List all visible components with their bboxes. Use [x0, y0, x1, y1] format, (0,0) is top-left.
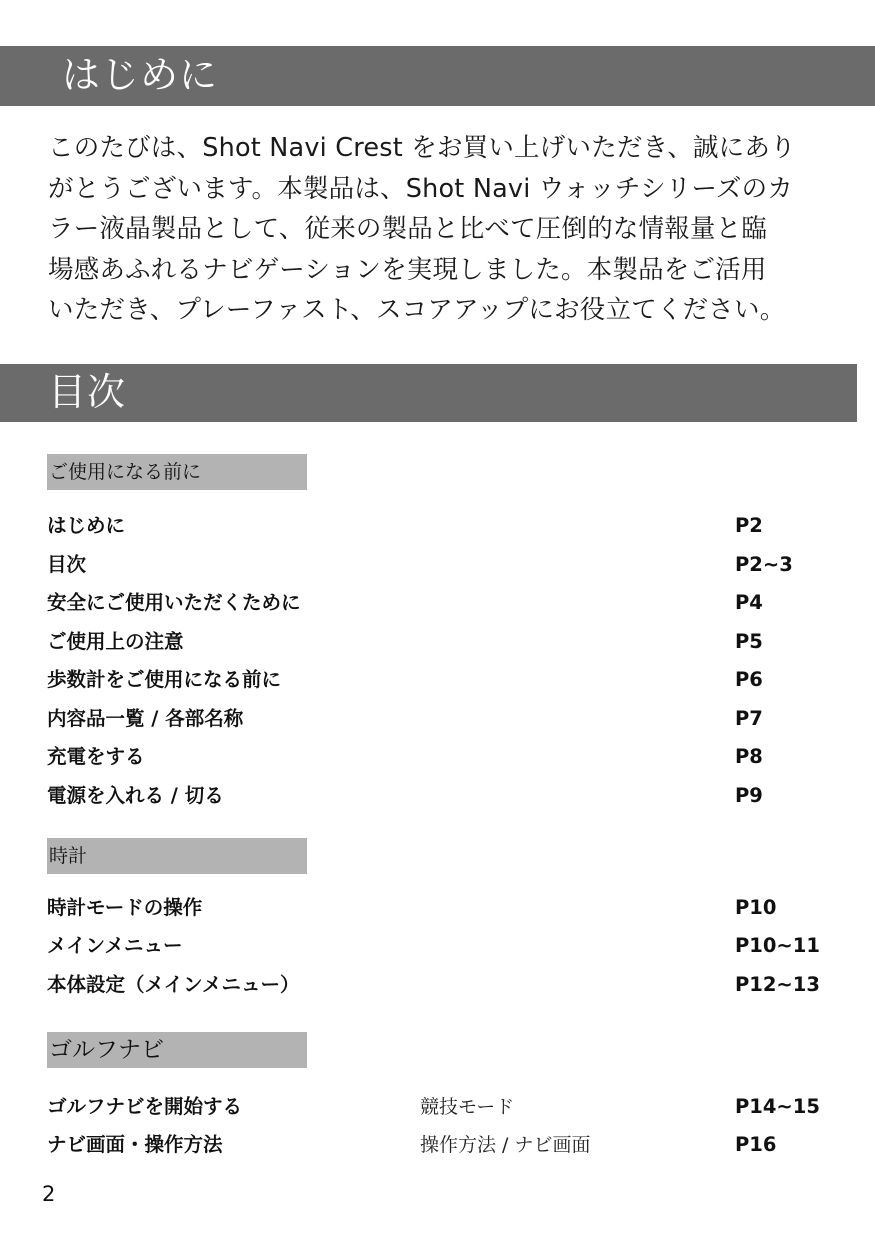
toc-entry-title: 歩数計をご使用になる前に — [47, 668, 282, 691]
toc-entry-title: メインメニュー — [47, 934, 183, 957]
toc-group-label-golf-navi — [47, 1032, 307, 1068]
toc-entry-title: 内容品一覧 / 各部名称 — [47, 707, 244, 730]
toc-entry[interactable] — [47, 781, 827, 811]
toc-entry[interactable] — [47, 742, 827, 772]
toc-entry[interactable] — [47, 704, 827, 734]
intro-line: ラー液晶製品として、従来の製品と比べて圧倒的な情報量と臨 — [48, 214, 768, 244]
toc-entry-title: ご使用上の注意 — [47, 630, 184, 653]
section-header-intro — [0, 46, 875, 106]
toc-entry-title: 目次 — [47, 553, 87, 576]
toc-group-label-before-use — [47, 454, 307, 490]
toc-entry-page: P10~11 — [735, 934, 820, 957]
toc-entry-page: P8 — [735, 745, 763, 768]
toc-entry-title: 時計モードの操作 — [47, 896, 203, 919]
toc-entry-page: P7 — [735, 707, 763, 730]
toc-entry-page: P2 — [735, 514, 763, 537]
page-number: 2 — [42, 1182, 56, 1206]
toc-entry[interactable] — [47, 627, 827, 657]
toc-group-label-text: ゴルフナビ — [49, 1037, 164, 1063]
toc-entry-title: はじめに — [47, 514, 126, 537]
toc-entry-page: P10 — [735, 896, 777, 919]
toc-group-label-text: 時計 — [49, 845, 88, 867]
toc-group-label-clock — [47, 838, 307, 874]
toc-entry[interactable] — [47, 588, 827, 618]
toc-entry-page: P2~3 — [735, 553, 793, 576]
toc-entry-page: P14~15 — [735, 1095, 820, 1118]
section-title-intro: はじめに — [62, 53, 219, 97]
section-header-toc — [0, 364, 857, 422]
toc-entry[interactable] — [47, 511, 827, 541]
toc-entry-page: P4 — [735, 591, 763, 614]
intro-line: がとうございます。本製品は、Shot Navi ウォッチシリーズのカ — [48, 173, 793, 204]
toc-entry[interactable] — [47, 931, 827, 961]
toc-entry[interactable] — [47, 893, 827, 923]
toc-entry-title: 充電をする — [47, 745, 145, 768]
intro-line: このたびは、Shot Navi Crest をお買い上げいただき、誠にあり — [48, 133, 796, 163]
toc-group-label-text: ご使用になる前に — [49, 461, 202, 483]
toc-entry[interactable] — [47, 550, 827, 580]
intro-line: いただき、プレーファスト、スコアアップにお役立てください。 — [48, 295, 786, 325]
toc-entry-page: P16 — [735, 1133, 777, 1156]
toc-entry-mode: 操作方法 / ナビ画面 — [420, 1134, 591, 1156]
toc-entry-title: ナビ画面・操作方法 — [47, 1133, 223, 1156]
toc-entry-mode: 競技モード — [420, 1096, 515, 1118]
toc-entry[interactable] — [47, 1092, 827, 1122]
toc-entry-page: P12~13 — [735, 973, 820, 996]
toc-entry-page: P9 — [735, 784, 763, 807]
toc-entry-title: 電源を入れる / 切る — [47, 784, 224, 807]
toc-entry[interactable] — [47, 1130, 827, 1160]
toc-entry-title: ゴルフナビを開始する — [47, 1095, 243, 1118]
section-title-toc: 目次 — [48, 370, 127, 414]
intro-line: 場感あふれるナビゲーションを実現しました。本製品をご活用 — [48, 254, 767, 285]
toc-entry-page: P6 — [735, 668, 763, 691]
toc-entry[interactable] — [47, 970, 827, 1000]
toc-entry-page: P5 — [735, 630, 763, 653]
intro-paragraph — [48, 128, 848, 331]
toc-entry-title: 本体設定（メインメニュー） — [47, 973, 300, 996]
toc-entry-title: 安全にご使用いただくために — [47, 591, 301, 614]
toc-entry[interactable] — [47, 665, 827, 695]
